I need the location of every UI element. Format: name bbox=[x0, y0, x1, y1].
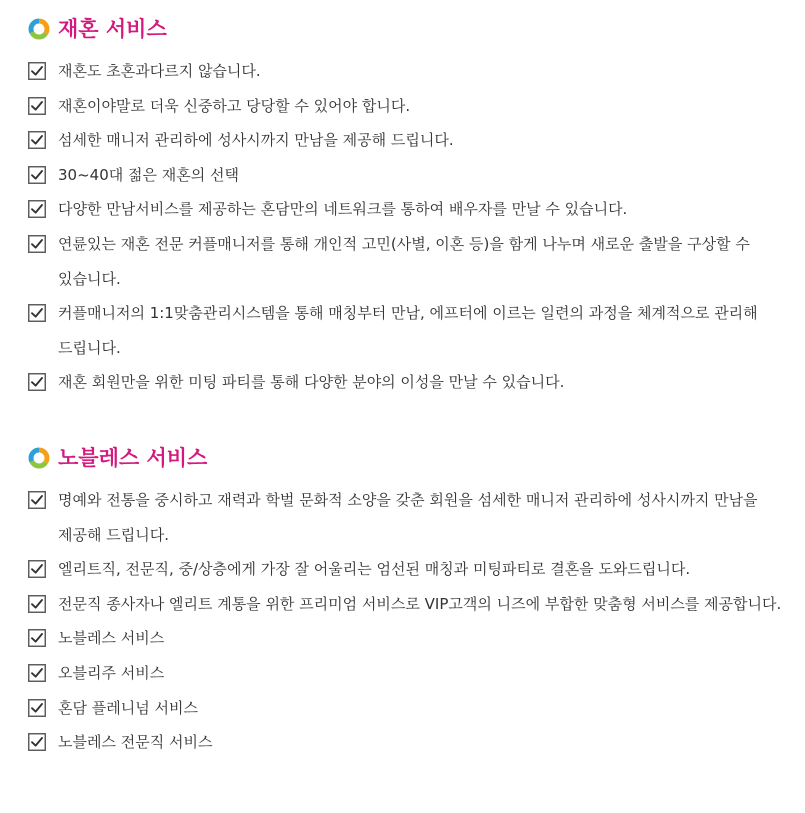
list-item-text: 재혼 회원만을 위한 미팅 파티를 통해 다양한 분야의 이성을 만날 수 있습니다. bbox=[58, 373, 565, 392]
list-item-text: 30~40대 젊은 재혼의 선택 bbox=[58, 165, 239, 184]
checkbox-checked-icon bbox=[28, 560, 46, 578]
list-item bbox=[28, 552, 788, 587]
checkbox-checked-icon bbox=[28, 235, 46, 253]
list-item bbox=[28, 587, 788, 622]
list-item bbox=[28, 365, 788, 400]
ring-icon bbox=[28, 447, 50, 469]
remarriage-service-section bbox=[28, 12, 788, 400]
list-item bbox=[28, 89, 788, 124]
list-item bbox=[28, 296, 788, 365]
list-item bbox=[28, 621, 788, 656]
list-item-text: 재혼도 초혼과다르지 않습니다. bbox=[58, 62, 261, 80]
checkbox-checked-icon bbox=[28, 733, 46, 751]
list-item-text: 엘리트직, 전문직, 중/상층에게 가장 잘 어울리는 엄선된 매칭과 미팅파티로 결혼을 도와드립니다. bbox=[58, 560, 691, 579]
checkbox-checked-icon bbox=[28, 97, 46, 115]
feature-list bbox=[28, 483, 788, 760]
list-item-text: 명예와 전통을 중시하고 재력과 학벌 문화적 소양을 갖춘 회원을 섬세한 매니저 관리하에 성사시까지 만남을 제공해 드립니다. bbox=[58, 491, 758, 544]
list-item-text: 노블레스 서비스 bbox=[58, 629, 165, 648]
section-header bbox=[28, 12, 788, 46]
list-item bbox=[28, 227, 788, 296]
list-item-text: 전문직 종사자나 엘리트 계통을 위한 프리미엄 서비스로 VIP고객의 니즈에 부합한 맞춤형 서비스를 제공합니다. bbox=[58, 594, 782, 613]
list-item-text: 오블리주 서비스 bbox=[58, 663, 165, 682]
section-header bbox=[28, 441, 788, 475]
section-title: 재혼 서비스 bbox=[58, 17, 167, 41]
noblesse-service-section bbox=[28, 441, 788, 760]
checkbox-checked-icon bbox=[28, 131, 46, 149]
checkbox-checked-icon bbox=[28, 595, 46, 613]
list-item bbox=[28, 656, 788, 691]
list-item bbox=[28, 691, 788, 726]
list-item-text: 노블레스 전문직 서비스 bbox=[58, 733, 213, 752]
list-item bbox=[28, 123, 788, 158]
list-item-text: 다양한 만남서비스를 제공하는 혼담만의 네트워크를 통하여 배우자를 만날 수 있습니다. bbox=[58, 200, 628, 219]
checkbox-checked-icon bbox=[28, 200, 46, 218]
section-title: 노블레스 서비스 bbox=[58, 446, 208, 470]
list-item bbox=[28, 158, 788, 193]
ring-icon bbox=[28, 18, 50, 40]
checkbox-checked-icon bbox=[28, 491, 46, 509]
checkbox-checked-icon bbox=[28, 373, 46, 391]
checkbox-checked-icon bbox=[28, 62, 46, 80]
list-item bbox=[28, 483, 788, 552]
feature-list bbox=[28, 54, 788, 400]
checkbox-checked-icon bbox=[28, 664, 46, 682]
checkbox-checked-icon bbox=[28, 304, 46, 322]
list-item-text: 혼담 플레니넘 서비스 bbox=[58, 698, 198, 717]
list-item-text: 연륜있는 재혼 전문 커플매니저를 통해 개인적 고민(사별, 이혼 등)을 함게 나누며 새로운 출발을 구상할 수 있습니다. bbox=[58, 234, 750, 288]
list-item bbox=[28, 192, 788, 227]
list-item bbox=[28, 54, 788, 89]
checkbox-checked-icon bbox=[28, 699, 46, 717]
checkbox-checked-icon bbox=[28, 629, 46, 647]
list-item-text: 재혼이야말로 더욱 신중하고 당당할 수 있어야 합니다. bbox=[58, 96, 411, 115]
checkbox-checked-icon bbox=[28, 166, 46, 184]
list-item-text: 섬세한 매니저 관리하에 성사시까지 만남을 제공해 드립니다. bbox=[58, 131, 454, 150]
list-item-text: 커플매니저의 1:1맞춤관리시스템을 통해 매칭부터 만남, 에프터에 이르는 일련의 과정을 체계적으로 관리해 드립니다. bbox=[58, 304, 758, 357]
list-item bbox=[28, 725, 788, 760]
